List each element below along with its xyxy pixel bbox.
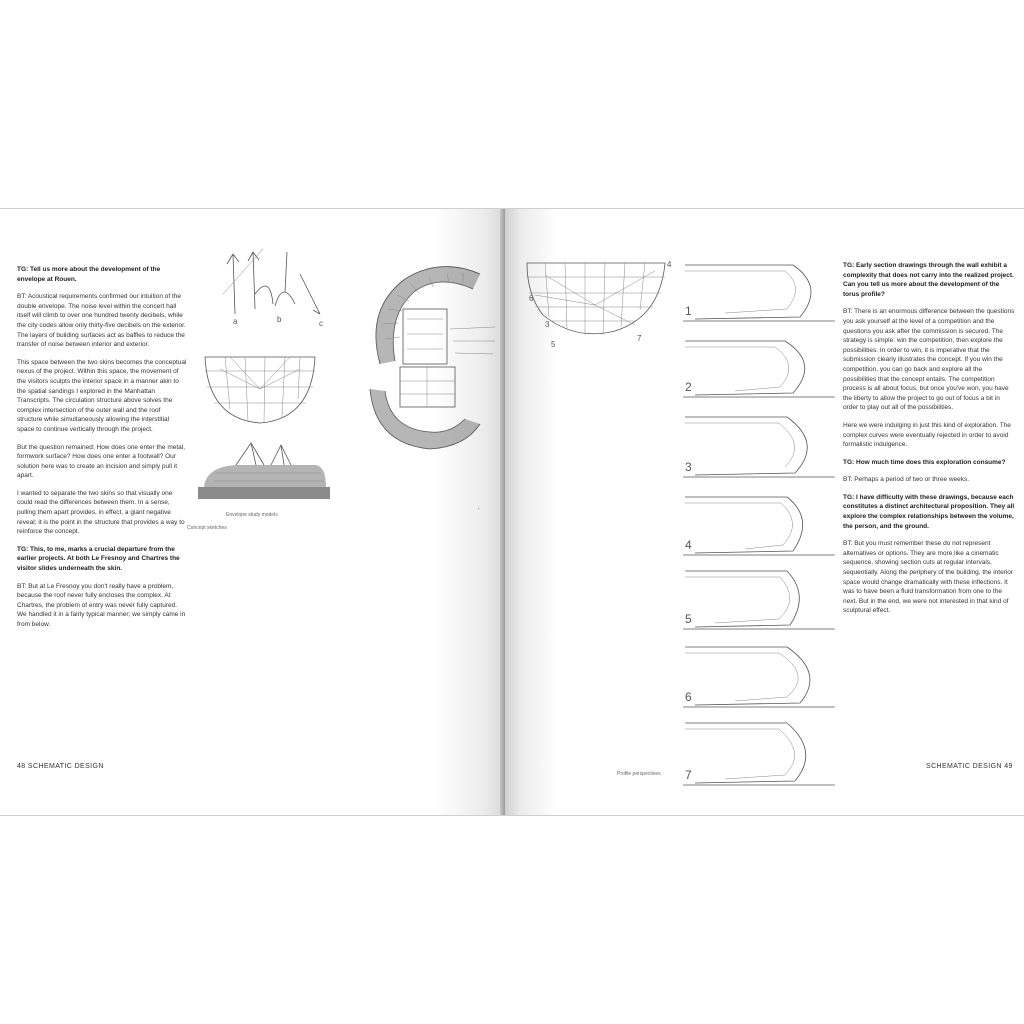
interview-answer: This space between the two skins becomes the conceptual nexus of the project. Within this space, the movement of the visitors sculpts the interior space in a manner akin to the spatial sandings I explored in the Manhattan Transcripts. The circulation structure above solves the complex intersection of the outer wall and the roof structure while simultaneously allowing the interstitial space to continue vertically through the project. (17, 358, 187, 433)
caption: Envelope study models (226, 512, 278, 518)
section-profile-6 (683, 647, 835, 707)
plan-number: 7 (637, 334, 642, 343)
sketch-letter: b (277, 315, 282, 324)
section-profile-1 (683, 265, 835, 321)
interview-answer: BT: Perhaps a period of two or three weeks. (843, 476, 970, 484)
section-profile-3 (683, 417, 835, 477)
interview-answer: Here we were indulging in just this kind of exploration. The complex curves were eventually rejected in order to avoid formalistic indulgence. (843, 421, 1011, 449)
interview-answer: BT: There is an enormous difference between the questions you ask yourself at the level of a competition and the questions you ask after the commission is secured. The strategy is simple: win the competition, then explore the possibilities. In order to win, it is imperative that the submission clearly illustrates the concept. If you win the competition, you can go back and explore all the possibilities that the concept entails. The competition process is all about focus, but once you've won, you have the liberty to allow the project to go out of focus a bit in order to play out all of the possibilities. (843, 308, 1015, 412)
section-number: 1 (685, 304, 692, 318)
page-folio: 48 SCHEMATIC DESIGN (17, 763, 104, 770)
interview-answer: I wanted to separate the two skins so that visually one could read the differences between them. In a sense, pulling them apart provides, in effect, a giant negative reveal; it is the point in the structure that provides a way to reinforce the concept. (17, 489, 185, 536)
section-sequence (675, 257, 845, 787)
book-spread (0, 208, 1024, 816)
section-profile-4 (683, 497, 835, 555)
interview-answer: BT: But at Le Fresnoy you don't really have a problem, because the roof never fully encloses the complex. At Chartres, the problem of entry was never fully captured. We handled it in a fairly typical manner; we simply came in from below. (17, 582, 186, 628)
section-profile-7 (683, 723, 835, 785)
interview-question: TG: How much time does this exploration consume? (843, 458, 1006, 466)
interview-question: TG: This, to me, marks a crucial departure from the earlier projects. At both Le Fresnoy and Chartres the visitor slides underneath the skin. (17, 545, 180, 573)
caption: Profile perspectives (617, 771, 661, 777)
section-profile-2 (683, 341, 835, 397)
right-text-column (843, 261, 1015, 624)
sketch-letter: a (233, 317, 238, 326)
section-number: 2 (685, 380, 692, 394)
numbered-plan-drawing (515, 255, 675, 351)
section-number: 6 (685, 690, 692, 704)
interview-answer: BT: But you must remember these do not represent alternatives or options. They are more like a cinematic sequence, showing section cuts at regular intervals, sequentially. Along the periphery of the building, the interior space would change dramatically with these inflections. It was to have been a fluid transformation from one to the next. But in the end, we were not interested in that kind of sculptural effect. (843, 540, 1014, 615)
caption-marker: ‹ (478, 506, 480, 512)
plan-number: 4 (667, 260, 672, 269)
section-number: 3 (685, 460, 692, 474)
page-folio: SCHEMATIC DESIGN 49 (926, 763, 1013, 770)
physical-model-photo (196, 437, 336, 509)
concept-arrow-sketch (215, 234, 335, 329)
interview-question: TG: I have difficulty with these drawings, because each constitutes a distinct architectural proposition. They all explore the complex relationships between the volume, the person, and the ground. (843, 493, 1015, 530)
plan-number: 5 (551, 340, 556, 349)
section-number: 7 (685, 768, 692, 782)
section-number: 4 (685, 538, 692, 552)
left-page (0, 209, 505, 815)
plan-number: 3 (545, 320, 550, 329)
section-number: 5 (685, 612, 692, 626)
interview-question: TG: Tell us more about the development of the envelope at Rouen. (17, 266, 161, 283)
building-plan-drawing (355, 249, 500, 464)
plan-number: 6 (529, 294, 534, 303)
sketch-letter: c (319, 319, 323, 328)
envelope-section-drawing (200, 349, 320, 429)
caption: Concept sketches (187, 525, 227, 531)
interview-answer: BT: Acoustical requirements confirmed our intuition of the double envelope. The noise level within the concert hall itself will climb to over one hundred twenty decibels, while the city codes allow only thirty-five decibels on the exterior. The layers of building surfaces act as baffles to reduce the transfer of noise between interior and exterior. (17, 293, 186, 349)
section-profile-5 (683, 571, 835, 629)
interview-question: TG: Early section drawings through the wall exhibit a complexity that does not carry into the realized project. Can you tell us more about the development of the torus profile? (843, 262, 1014, 298)
left-text-column (17, 265, 187, 638)
right-page (505, 209, 1024, 815)
interview-answer: But the question remained: How does one enter the metal, formwork surface? How does one enter a footwall? Our solution here was to create an incision and simply pull it apart. (17, 443, 186, 480)
